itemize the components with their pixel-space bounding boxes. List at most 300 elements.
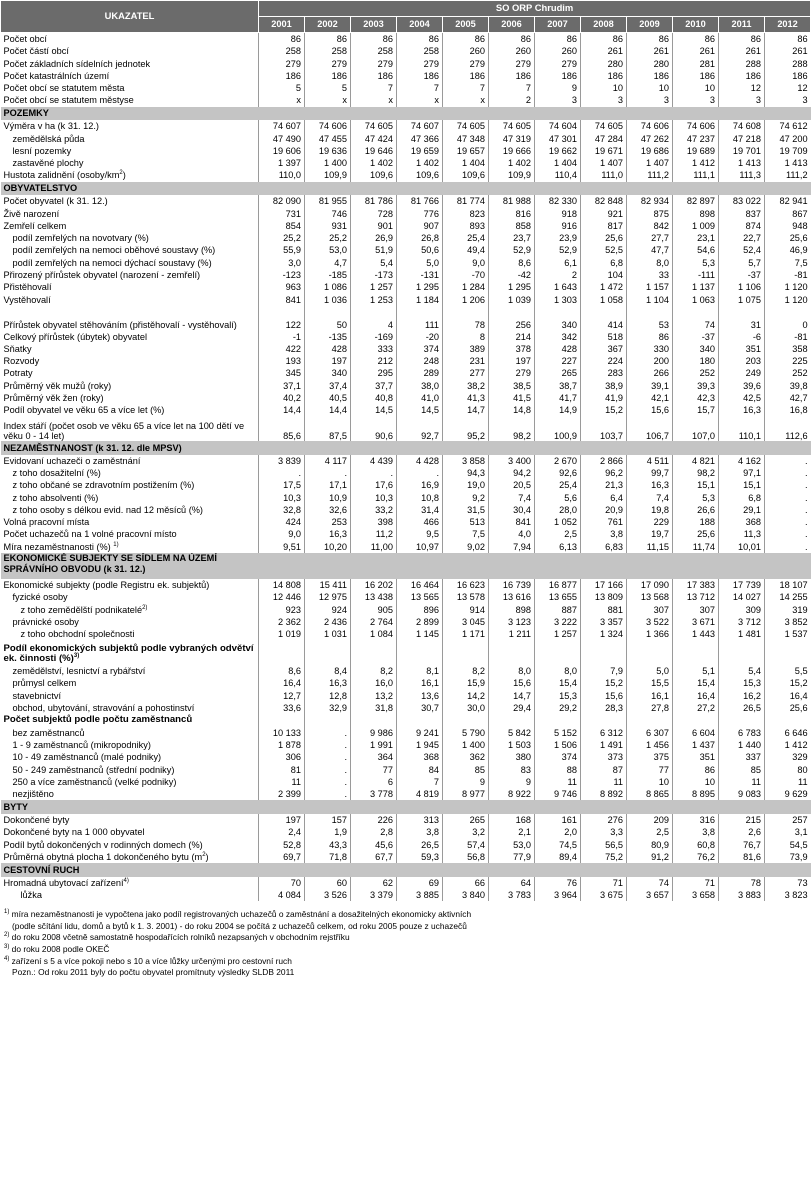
table-row bbox=[1, 208, 811, 220]
table-row bbox=[1, 579, 811, 591]
value-cell: 41,7 bbox=[535, 392, 581, 404]
value-cell: 3,2 bbox=[443, 826, 489, 838]
value-cell: 39,1 bbox=[627, 380, 673, 392]
table-row bbox=[1, 714, 811, 726]
value-cell: 42,1 bbox=[627, 392, 673, 404]
table-row bbox=[1, 877, 811, 889]
row-label-text: Rozvody bbox=[3, 356, 40, 367]
value-cell: 14 255 bbox=[765, 591, 811, 603]
value-cell: 5 152 bbox=[535, 727, 581, 739]
value-cell: 7 bbox=[443, 82, 489, 94]
footnote-text: do roku 2008 včetně samostatně hospodařících rolníků nezapsaných v obchodním rejstříku bbox=[9, 932, 350, 943]
value-cell: 7,4 bbox=[489, 492, 535, 504]
value-cell: 1 412 bbox=[673, 157, 719, 169]
value-cell: 1 400 bbox=[443, 739, 489, 751]
value-cell: 8,6 bbox=[259, 665, 305, 677]
section-cell bbox=[673, 863, 719, 877]
table-row bbox=[1, 516, 811, 528]
value-cell: 9,0 bbox=[259, 528, 305, 540]
year-header: 2008 bbox=[581, 17, 627, 33]
table-row bbox=[1, 492, 811, 504]
value-cell: 74 606 bbox=[305, 120, 351, 132]
value-cell: 1 945 bbox=[397, 739, 443, 751]
table-row bbox=[1, 528, 811, 540]
value-cell: 260 bbox=[443, 45, 489, 57]
value-cell: 8 922 bbox=[489, 788, 535, 800]
value-cell: 428 bbox=[305, 343, 351, 355]
table-row bbox=[1, 839, 811, 851]
value-cell: 874 bbox=[719, 220, 765, 232]
value-cell: 10,20 bbox=[305, 541, 351, 553]
value-cell: 94,2 bbox=[489, 467, 535, 479]
section-cell bbox=[259, 553, 305, 579]
value-cell: 319 bbox=[765, 604, 811, 616]
value-cell: 307 bbox=[627, 604, 673, 616]
value-cell: 9 746 bbox=[535, 788, 581, 800]
value-cell bbox=[489, 714, 535, 726]
row-label-text: 10 - 49 zaměstnanců (malé podniky) bbox=[12, 752, 162, 763]
value-cell: 47 200 bbox=[765, 133, 811, 145]
row-label-text: Celkový přírůstek (úbytek) obyvatel bbox=[3, 331, 147, 342]
section-cell bbox=[765, 863, 811, 877]
row-label-text: z toho dosažitelní (%) bbox=[12, 468, 101, 478]
value-cell: 380 bbox=[489, 751, 535, 763]
value-cell: 122 bbox=[259, 306, 305, 331]
value-cell: 39,3 bbox=[673, 380, 719, 392]
row-label bbox=[1, 404, 259, 416]
value-cell: 28,3 bbox=[581, 702, 627, 714]
value-cell: 916 bbox=[535, 220, 581, 232]
row-label-text: Počet obcí bbox=[3, 34, 47, 44]
value-cell bbox=[673, 641, 719, 666]
value-cell: 931 bbox=[305, 220, 351, 232]
value-cell: 13,2 bbox=[351, 690, 397, 702]
value-cell: 86 bbox=[673, 33, 719, 46]
value-cell: 14,7 bbox=[489, 690, 535, 702]
value-cell: 14 027 bbox=[719, 591, 765, 603]
section-cell bbox=[765, 800, 811, 814]
value-cell: 16,1 bbox=[627, 690, 673, 702]
row-label bbox=[1, 776, 259, 788]
value-cell: 110,1 bbox=[719, 417, 765, 442]
value-cell bbox=[581, 714, 627, 726]
value-cell: 47 218 bbox=[719, 133, 765, 145]
value-cell: 16,3 bbox=[627, 479, 673, 491]
section-cell bbox=[535, 863, 581, 877]
table-row bbox=[1, 677, 811, 689]
section-cell bbox=[719, 182, 765, 196]
value-cell: 362 bbox=[443, 751, 489, 763]
value-cell: 6 646 bbox=[765, 727, 811, 739]
value-cell: x bbox=[443, 94, 489, 106]
value-cell: 38,0 bbox=[397, 380, 443, 392]
value-cell: . bbox=[305, 467, 351, 479]
value-cell: 19,7 bbox=[627, 528, 673, 540]
value-cell: 5,4 bbox=[351, 257, 397, 269]
value-cell: 3 bbox=[581, 94, 627, 106]
value-cell: 14,4 bbox=[259, 404, 305, 416]
value-cell: 3 bbox=[535, 94, 581, 106]
value-cell: 11 bbox=[581, 776, 627, 788]
table-row bbox=[1, 504, 811, 516]
row-label-text: z toho občané se zdravotním postižením (%) bbox=[12, 480, 195, 491]
row-label bbox=[1, 244, 259, 256]
value-cell bbox=[673, 714, 719, 726]
value-cell: 5,6 bbox=[535, 492, 581, 504]
section-cell bbox=[535, 107, 581, 121]
footnote-mark: 4) bbox=[123, 877, 129, 884]
value-cell: 8,2 bbox=[351, 665, 397, 677]
value-cell: 1 257 bbox=[535, 628, 581, 640]
value-cell: 12 bbox=[719, 82, 765, 94]
value-cell: 2 bbox=[489, 94, 535, 106]
value-cell: 50 bbox=[305, 306, 351, 331]
value-cell: 340 bbox=[305, 367, 351, 379]
value-cell: 513 bbox=[443, 516, 489, 528]
table-row bbox=[1, 120, 811, 132]
row-label-text: Volná pracovní místa bbox=[3, 517, 90, 528]
value-cell bbox=[581, 641, 627, 666]
value-cell: -185 bbox=[305, 269, 351, 281]
row-label-tail: ) bbox=[205, 851, 209, 862]
table-row bbox=[1, 641, 811, 666]
section-cell bbox=[443, 441, 489, 455]
footnote bbox=[4, 967, 807, 979]
value-cell: . bbox=[765, 479, 811, 491]
section-cell bbox=[673, 800, 719, 814]
value-cell: 33,2 bbox=[351, 504, 397, 516]
value-cell: 26,8 bbox=[397, 232, 443, 244]
value-cell: 7,9 bbox=[581, 665, 627, 677]
footnote bbox=[4, 956, 807, 968]
row-label bbox=[1, 45, 259, 57]
value-cell: 13 712 bbox=[673, 591, 719, 603]
value-cell: 898 bbox=[489, 604, 535, 616]
value-cell: 428 bbox=[535, 343, 581, 355]
row-label-text: Ekonomické subjekty (podle Registru ek. subjektů) bbox=[3, 580, 210, 591]
section-cell bbox=[305, 107, 351, 121]
value-cell: 887 bbox=[535, 604, 581, 616]
value-cell: 19 606 bbox=[259, 145, 305, 157]
value-cell: 249 bbox=[719, 367, 765, 379]
value-cell: 424 bbox=[259, 516, 305, 528]
table-row bbox=[1, 294, 811, 306]
section-cell bbox=[489, 441, 535, 455]
value-cell: 23,7 bbox=[489, 232, 535, 244]
section-cell bbox=[673, 553, 719, 579]
value-cell: 3 885 bbox=[397, 889, 443, 901]
value-cell: 81 bbox=[259, 764, 305, 776]
value-cell: 47 284 bbox=[581, 133, 627, 145]
value-cell: 200 bbox=[627, 355, 673, 367]
value-cell: 340 bbox=[535, 306, 581, 331]
value-cell: 26,5 bbox=[719, 702, 765, 714]
value-cell: 19 686 bbox=[627, 145, 673, 157]
value-cell: 41,0 bbox=[397, 392, 443, 404]
value-cell: 82 941 bbox=[765, 195, 811, 207]
value-cell: 9 986 bbox=[351, 727, 397, 739]
value-cell: 351 bbox=[673, 751, 719, 763]
value-cell: 901 bbox=[351, 220, 397, 232]
value-cell: 12 446 bbox=[259, 591, 305, 603]
value-cell: 16,4 bbox=[765, 690, 811, 702]
table-row bbox=[1, 739, 811, 751]
value-cell: -81 bbox=[765, 269, 811, 281]
value-cell: 12,8 bbox=[305, 690, 351, 702]
value-cell: 86 bbox=[489, 33, 535, 46]
value-cell: 64 bbox=[489, 877, 535, 889]
value-cell: 11 bbox=[535, 776, 581, 788]
value-cell: 907 bbox=[397, 220, 443, 232]
value-cell: 74 bbox=[673, 306, 719, 331]
value-cell: 14 808 bbox=[259, 579, 305, 591]
value-cell: 1 019 bbox=[259, 628, 305, 640]
value-cell: 8,0 bbox=[535, 665, 581, 677]
value-cell: 10 bbox=[673, 776, 719, 788]
row-label bbox=[1, 355, 259, 367]
value-cell: 375 bbox=[627, 751, 673, 763]
value-cell: 186 bbox=[627, 70, 673, 82]
row-label-text: stavebnictví bbox=[12, 690, 62, 701]
value-cell: 7 bbox=[397, 776, 443, 788]
section-cell bbox=[581, 107, 627, 121]
value-cell: 313 bbox=[397, 814, 443, 826]
value-cell: 3 778 bbox=[351, 788, 397, 800]
value-cell: 10,3 bbox=[259, 492, 305, 504]
value-cell: 86 bbox=[627, 33, 673, 46]
value-cell: 52,4 bbox=[719, 244, 765, 256]
year-header: 2010 bbox=[673, 17, 719, 33]
value-cell: . bbox=[765, 504, 811, 516]
value-cell: 1 491 bbox=[581, 739, 627, 751]
value-cell: 47 424 bbox=[351, 133, 397, 145]
value-cell: 47,7 bbox=[627, 244, 673, 256]
value-cell: 16,3 bbox=[305, 528, 351, 540]
value-cell: 7 bbox=[351, 82, 397, 94]
value-cell: 9,0 bbox=[443, 257, 489, 269]
row-label-text: Podíl obyvatel ve věku 65 a více let (%) bbox=[3, 405, 165, 416]
table-row bbox=[1, 33, 811, 46]
value-cell: 42,3 bbox=[673, 392, 719, 404]
value-cell: 340 bbox=[673, 343, 719, 355]
value-cell: 90,6 bbox=[351, 417, 397, 442]
value-cell bbox=[397, 641, 443, 666]
row-label bbox=[1, 281, 259, 293]
value-cell: 77,9 bbox=[489, 851, 535, 863]
section-cell bbox=[489, 863, 535, 877]
row-label bbox=[1, 367, 259, 379]
value-cell: 10,9 bbox=[305, 492, 351, 504]
footnote-mark: 1) bbox=[4, 909, 10, 916]
value-cell: 893 bbox=[443, 220, 489, 232]
row-label bbox=[1, 516, 259, 528]
row-label-text: 50 - 249 zaměstnanců (střední podniky) bbox=[12, 764, 175, 775]
value-cell: 85 bbox=[443, 764, 489, 776]
value-cell: 25,4 bbox=[443, 232, 489, 244]
row-label bbox=[1, 702, 259, 714]
value-cell: -173 bbox=[351, 269, 397, 281]
value-cell: 9,2 bbox=[443, 492, 489, 504]
section-cell bbox=[259, 800, 305, 814]
section-cell bbox=[351, 182, 397, 196]
value-cell: 16,3 bbox=[719, 404, 765, 416]
value-cell: 5,0 bbox=[397, 257, 443, 269]
value-cell: -37 bbox=[673, 331, 719, 343]
table-row bbox=[1, 380, 811, 392]
value-cell: 2 899 bbox=[397, 616, 443, 628]
value-cell: 3 852 bbox=[765, 616, 811, 628]
value-cell: 98,2 bbox=[489, 417, 535, 442]
value-cell: -131 bbox=[397, 269, 443, 281]
value-cell: 14,5 bbox=[397, 404, 443, 416]
value-cell: 2,5 bbox=[535, 528, 581, 540]
value-cell bbox=[259, 714, 305, 726]
value-cell: 17,6 bbox=[351, 479, 397, 491]
value-cell: 5 842 bbox=[489, 727, 535, 739]
value-cell: 3 357 bbox=[581, 616, 627, 628]
value-cell: 279 bbox=[489, 367, 535, 379]
value-cell: 1 120 bbox=[765, 294, 811, 306]
value-cell: 10 bbox=[581, 82, 627, 94]
value-cell: 31,5 bbox=[443, 504, 489, 516]
value-cell: 279 bbox=[351, 58, 397, 70]
row-label bbox=[1, 690, 259, 702]
value-cell: 4,0 bbox=[489, 528, 535, 540]
section-cell bbox=[397, 553, 443, 579]
row-label bbox=[1, 169, 259, 181]
value-cell: 16,1 bbox=[397, 677, 443, 689]
value-cell: 161 bbox=[535, 814, 581, 826]
row-label bbox=[1, 591, 259, 603]
value-cell: . bbox=[305, 751, 351, 763]
value-cell: 74 604 bbox=[535, 120, 581, 132]
value-cell bbox=[443, 714, 489, 726]
table-row bbox=[1, 82, 811, 94]
value-cell: 8 bbox=[443, 331, 489, 343]
value-cell: 3 883 bbox=[719, 889, 765, 901]
value-cell: 398 bbox=[351, 516, 397, 528]
row-label bbox=[1, 70, 259, 82]
value-cell: 19 689 bbox=[673, 145, 719, 157]
section-cell bbox=[351, 441, 397, 455]
value-cell: -6 bbox=[719, 331, 765, 343]
value-cell: 3 839 bbox=[259, 455, 305, 467]
value-cell: 4,7 bbox=[305, 257, 351, 269]
value-cell: 1 137 bbox=[673, 281, 719, 293]
value-cell: 42,7 bbox=[765, 392, 811, 404]
value-cell: 20,5 bbox=[489, 479, 535, 491]
value-cell: 17 383 bbox=[673, 579, 719, 591]
value-cell: 11,3 bbox=[719, 528, 765, 540]
value-cell: 66 bbox=[443, 877, 489, 889]
value-cell: 19 662 bbox=[535, 145, 581, 157]
value-cell: 14,4 bbox=[305, 404, 351, 416]
value-cell: 6 783 bbox=[719, 727, 765, 739]
value-cell bbox=[535, 714, 581, 726]
value-cell: 265 bbox=[443, 814, 489, 826]
value-cell: 19,0 bbox=[443, 479, 489, 491]
section-cell bbox=[443, 107, 489, 121]
value-cell: 1 075 bbox=[719, 294, 765, 306]
value-cell: 3 bbox=[627, 94, 673, 106]
value-cell: 111,0 bbox=[581, 169, 627, 181]
value-cell: 3,8 bbox=[581, 528, 627, 540]
row-label bbox=[1, 82, 259, 94]
value-cell: 905 bbox=[351, 604, 397, 616]
value-cell: 8,0 bbox=[489, 665, 535, 677]
footnote bbox=[4, 932, 807, 944]
value-cell: 53,0 bbox=[305, 244, 351, 256]
row-label bbox=[1, 541, 259, 553]
value-cell: 14,5 bbox=[351, 404, 397, 416]
value-cell: 25,6 bbox=[765, 232, 811, 244]
value-cell: 45,6 bbox=[351, 839, 397, 851]
value-cell: 283 bbox=[581, 367, 627, 379]
value-cell: 279 bbox=[259, 58, 305, 70]
value-cell: 92,6 bbox=[535, 467, 581, 479]
value-cell: 76,7 bbox=[719, 839, 765, 851]
value-cell: 19 671 bbox=[581, 145, 627, 157]
row-label-text: Průměrný věk žen (roky) bbox=[3, 393, 104, 404]
value-cell: 52,9 bbox=[489, 244, 535, 256]
value-cell: 3,8 bbox=[397, 826, 443, 838]
value-cell: 15,9 bbox=[443, 677, 489, 689]
value-cell: 280 bbox=[581, 58, 627, 70]
value-cell: 57,4 bbox=[443, 839, 489, 851]
section-cell bbox=[581, 863, 627, 877]
value-cell: 248 bbox=[397, 355, 443, 367]
value-cell: 32,8 bbox=[259, 504, 305, 516]
value-cell: 26,9 bbox=[351, 232, 397, 244]
value-cell: 74 607 bbox=[397, 120, 443, 132]
value-cell: 898 bbox=[673, 208, 719, 220]
row-label bbox=[1, 714, 259, 726]
value-cell: 16,8 bbox=[765, 404, 811, 416]
value-cell: 47 262 bbox=[627, 133, 673, 145]
value-cell: -70 bbox=[443, 269, 489, 281]
row-label bbox=[1, 727, 259, 739]
value-cell: 109,6 bbox=[443, 169, 489, 181]
year-header: 2012 bbox=[765, 17, 811, 33]
table-row bbox=[1, 145, 811, 157]
row-label bbox=[1, 331, 259, 343]
value-cell: 25,2 bbox=[305, 232, 351, 244]
row-label bbox=[1, 294, 259, 306]
value-cell: 13 565 bbox=[397, 591, 443, 603]
value-cell: 15 411 bbox=[305, 579, 351, 591]
value-cell: 288 bbox=[765, 58, 811, 70]
value-cell: 14,8 bbox=[489, 404, 535, 416]
value-cell: 227 bbox=[535, 355, 581, 367]
section-cell bbox=[443, 182, 489, 196]
value-cell: 378 bbox=[489, 343, 535, 355]
row-label bbox=[1, 94, 259, 106]
value-cell: 9 629 bbox=[765, 788, 811, 800]
value-cell: 1 437 bbox=[673, 739, 719, 751]
value-cell: 186 bbox=[305, 70, 351, 82]
row-label bbox=[1, 739, 259, 751]
value-cell: 74 607 bbox=[259, 120, 305, 132]
value-cell: 260 bbox=[489, 45, 535, 57]
value-cell: . bbox=[305, 764, 351, 776]
value-cell: 53 bbox=[627, 306, 673, 331]
value-cell: 16,0 bbox=[351, 677, 397, 689]
value-cell: 17 739 bbox=[719, 579, 765, 591]
value-cell: 47 301 bbox=[535, 133, 581, 145]
value-cell: 4 084 bbox=[259, 889, 305, 901]
value-cell: 77 bbox=[351, 764, 397, 776]
value-cell: 9,51 bbox=[259, 541, 305, 553]
